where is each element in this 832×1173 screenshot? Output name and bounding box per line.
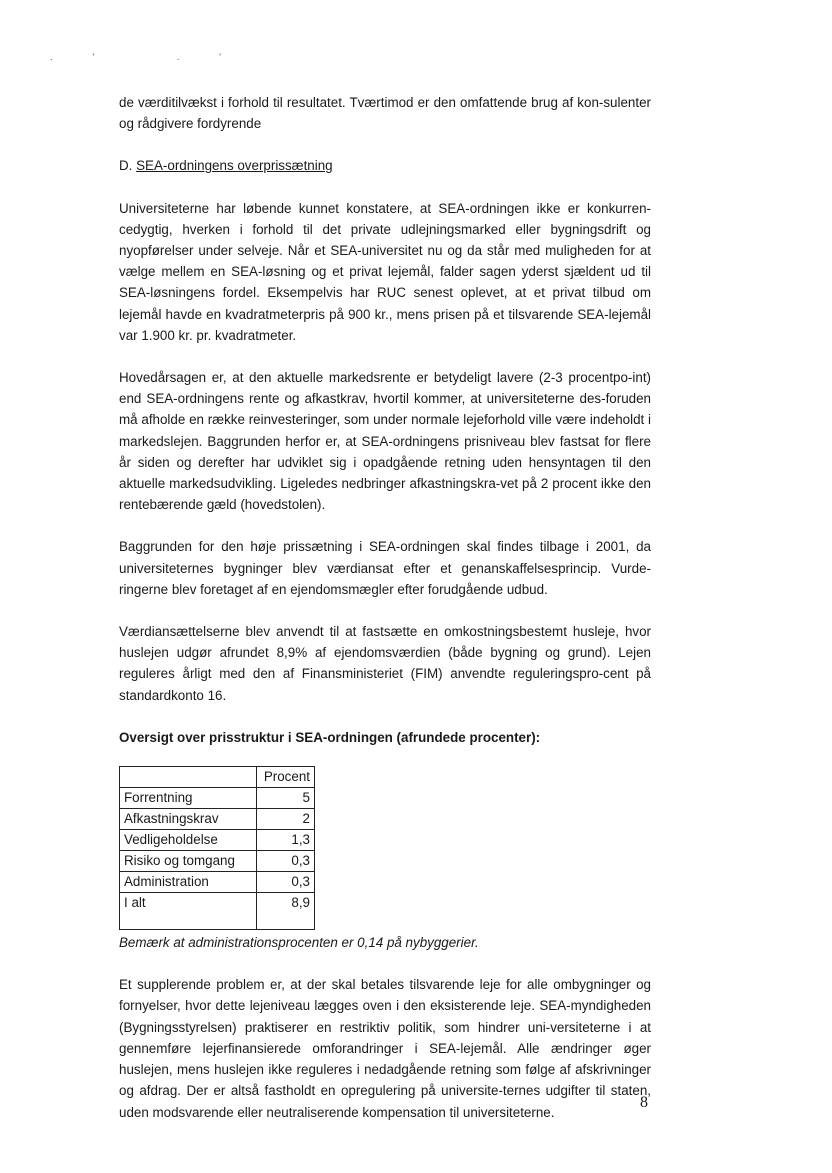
page-number: 8 bbox=[640, 1094, 648, 1111]
row-label: Forrentning bbox=[120, 788, 257, 809]
table-row bbox=[120, 809, 315, 830]
table-header-row bbox=[120, 767, 315, 788]
row-label: Administration bbox=[120, 872, 257, 893]
section-letter: D. bbox=[119, 158, 137, 174]
section-heading bbox=[119, 155, 651, 176]
paragraph-4: Værdiansættelserne blev anvendt til at fastsætte en omkostningsbestemt husleje, hvor huslejen udgør afrundet 8,9% af ejendomsværdien (både bygning og grund). Lejen reguleres årligt med den af Finansministeriet (FIM) anvendte reguleringspro-cent på standardkonto 16. bbox=[119, 624, 651, 703]
table-row bbox=[120, 788, 315, 809]
row-value: 5 bbox=[257, 788, 315, 809]
scan-specks: .' .' bbox=[50, 52, 261, 62]
table-row bbox=[120, 872, 315, 893]
row-label: Risiko og tomgang bbox=[120, 851, 257, 872]
row-value: 8,9 bbox=[257, 893, 315, 930]
table-header-cell bbox=[120, 767, 257, 788]
table-row bbox=[120, 830, 315, 851]
table-total-row bbox=[120, 893, 315, 930]
row-value: 1,3 bbox=[257, 830, 315, 851]
row-value: 0,3 bbox=[257, 851, 315, 872]
table-row bbox=[120, 851, 315, 872]
row-value: 2 bbox=[257, 809, 315, 830]
paragraph-3: Baggrunden for den høje prissætning i SEA-ordningen skal findes tilbage i 2001, da universiteternes bygninger blev værdiansat efter et genanskaffelsesprincip. Vurde-ringerne blev foretaget af en ejendomsmægler efter forudgående udbud. bbox=[119, 539, 651, 597]
price-structure-table bbox=[119, 766, 315, 930]
section-title: SEA-ordningens overprissætning bbox=[136, 158, 333, 174]
table-note: Bemærk at administrationsprocenten er 0,14 på nybyggerier. bbox=[119, 935, 479, 951]
paragraph-continuation: de værditilvækst i forhold til resultatet. Tværtimod er den omfattende brug af kon-sulenter og rådgivere fordyrende bbox=[119, 95, 651, 132]
paragraph-5: Et supplerende problem er, at der skal betales tilsvarende leje for alle ombygninger og fornyelser, hvor dette lejeniveau lægges oven i den eksisterende leje. SEA-myndigheden (Bygningsstyrelsen) praktiserer en restriktiv politik, som hindrer uni-versiteterne i at gennemføre lejerfinansierede omforandringer i SEA-lejemål. Alle ændringer øger huslejen, mens huslejen ikke reguleres i nedadgående retning som følge af afskrivninger og afdrag. Der er altså fastholdt en opregulering på universite-ternes udgifter til staten, uden modsvarende eller neutraliserende kompensation til universiteterne. bbox=[119, 977, 651, 1120]
row-value: 0,3 bbox=[257, 872, 315, 893]
row-label: I alt bbox=[120, 893, 257, 930]
paragraph-1: Universiteterne har løbende kunnet konstatere, at SEA-ordningen ikke er konkurren-cedygtig, hverken i forhold til det private udlejningsmarked eller bygningsdrift og nyopførelser under selveje. Når et SEA-universitet nu og da står med muligheden for at vælge mellem en SEA-løsning og et privat lejemål, falder sagen yderst sjældent ud til SEA-løsningens fordel. Eksempelvis har RUC senest oplevet, at et privat tilbud om lejemål havde en kvadratmeterpris på 900 kr., mens prisen på et tilsvarende SEA-lejemål var 1.900 kr. pr. kvadratmeter. bbox=[119, 200, 651, 343]
body-text bbox=[119, 92, 651, 1144]
row-label: Afkastningskrav bbox=[120, 809, 257, 830]
paragraph-2: Hovedårsagen er, at den aktuelle markedsrente er betydeligt lavere (2-3 procentpo-int) end SEA-ordningens rente og afkastkrav, hvortil kommer, at universiteterne des-foruden må afholde en række reinvesteringer, som under normale lejeforhold ville være indeholdt i markedslejen. Baggrunden herfor er, at SEA-ordningens prisniveau blev fastsat for flere år siden og derefter har udviklet sig i opadgående retning uden hensyntagen til den aktuelle markedsudvikling. Ligeledes nedbringer afkastningskra-vet på 2 procent ikke den rentebærende gæld (hovedstolen). bbox=[119, 370, 651, 513]
table-header-cell: Procent bbox=[257, 767, 315, 788]
table-title: Oversigt over prisstruktur i SEA-ordningen (afrundede procenter): bbox=[119, 729, 541, 745]
row-label: Vedligeholdelse bbox=[120, 830, 257, 851]
